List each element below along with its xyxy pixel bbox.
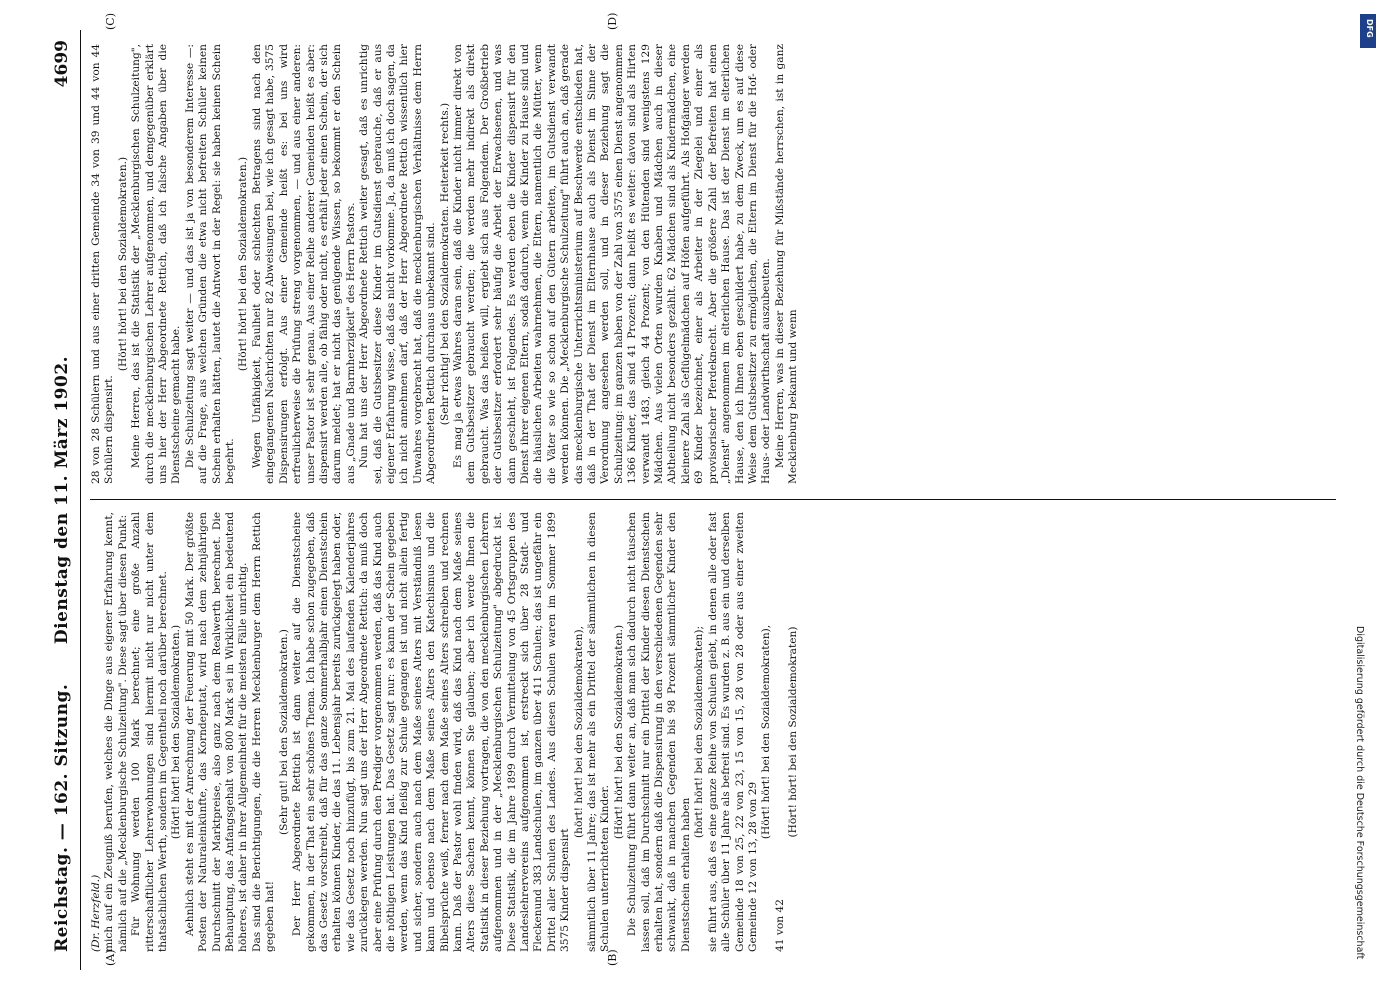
dfg-logo-icon: DFG xyxy=(1360,14,1376,48)
paragraph: Nun hat uns der Herr Abgeordnete Rettich weiter gesagt, daß es unrichtig sei, daß die Gutsbesitzer diese Kinder im Gutsdienst gebrauche, daß er aus eigener Erfahrung wisse, daß das nicht vorkomme. Ja, da muß ich doch sagen, da ich nicht annehmen darf, daß der Herr Abgeordnete Rettich wissentlich hier Unwahres vorgebracht hat, daß die mecklenburgischen Verhältnisse dem Herrn Abgeordneten Rettich durchaus unbekannt sind. xyxy=(358,44,438,484)
paragraph: Für Wohnung werden 100 Mark berechnet; eine große Anzahl ritterschaftlicher Lehrerwohnungen sind hiermit nicht nur nicht unter dem thatsächlichen Werth, sondern im Gegentheil noch darüber berechnet. xyxy=(130,512,170,952)
interjection: (Hört! hört! bei den Sozialdemokraten.) xyxy=(612,624,625,840)
credit-text: Digitalisierung gefördert durch die Deutsche Forschungsgemeinschaft xyxy=(1354,626,1365,960)
margin-marker-b: (B) xyxy=(606,949,619,966)
paragraph: sie führt aus, daß es eine ganze Reihe von Schulen giebt, in denen alle oder fast alle Schüler über 11 Jahre als befreit sind. Es wurden z. B. aus ein und derselben Gemeinde 18 von 25, 22 von 23, 15 von 15, 28 von 28 oder aus einer zweiten Gemeinde 12 von 13, 28 von 29 xyxy=(706,512,759,952)
interjection: (Hört! hört! bei den Sozialdemokraten) xyxy=(787,626,800,838)
paragraph: Meine Herren, das ist die Statistik der „Mecklenburgischen Schulzeitung", durch die mecklenburgischen Lehrer aufgenommen, und demgegenüber erklärt uns hier der Herr Abgeordnete Rettich, daß ich falsche Angaben über die Dienstscheine gemacht habe. xyxy=(130,44,183,484)
paragraph: Die Schulzeitung führt dann weiter an, daß man sich dadurch nicht täuschen lassen soll, daß im Durchschnitt nur ein Drittel der Kinder diesen Dienstschein erhalten hat, sondern daß die Dispensirung in den verschiedenen Gegenden sehr schwankt, daß in manchen Gegenden bis 98 Prozent sämmtlicher Kinder den Dienstschein erhalten haben xyxy=(626,512,692,952)
paragraph: 28 von 28 Schülern und aus einer dritten Gemeinde 34 von 39 und 44 von 44 Schülern dispensirt. xyxy=(90,44,116,484)
header-rule xyxy=(80,30,81,970)
paragraph: 41 von 42 xyxy=(773,899,786,952)
header-date: Dienstag den 11. März 1902. xyxy=(52,355,72,645)
page-number: 4699 xyxy=(52,40,72,88)
right-column xyxy=(90,44,1336,484)
interjection: (Hört! hört! bei den Sozialdemokraten), xyxy=(760,624,773,840)
paragraph: sämmtlich über 11 Jahre; das ist mehr als ein Drittel der sämmtlichen in diesen Schulen unterrichteten Kinder. xyxy=(586,512,612,952)
interjection: (Hört! hört! bei den Sozialdemokraten.) xyxy=(170,624,183,840)
paragraph: mich auf ein Zeugniß berufen, welches die Dinge aus eigener Erfahrung kennt, nämlich auf die „Mecklenburgische Schulzeitung". Diese sagt über diesen Punkt: xyxy=(103,512,129,952)
paragraph: Der Herr Abgeordnete Rettich ist dann weiter auf die Dienstscheine gekommen, in der That ein sehr schönes Thema. Ich habe schon zugegeben, daß das Gesetz vorschreibt, daß für das ganze Sommerhalbjahr einen Dienstschein erhalten können Kinder, die das 11. Lebensjahr bereits zurückgelegt haben oder, wie das Gesetz noch hinzufügt, bis zum 21. Mai des laufenden Kalenderjahres zurücklegen werden. Nun sagt uns der Herr Abgeordnete Rettich: da muß doch aber eine Prüfung durch den Prediger vorgenommen werden, daß das Kind auch die nöthigen Leistungen hat. Das Gesetz sagt nur: es kann der Schein gegeben werden, wenn das Kind fleißig zur Schule gegangen ist und nicht allein fertig und sicher, sondern auch nach dem Maße seines Alters mit Verständniß lesen kann und ebenso nach dem Maße seines Alters den Katechismus und die Bibelsprüche weiß, ferner nach dem Maße seines Alters schreiben und rechnen kann. Daß der Pastor wohl finden wird, daß das Kind nach dem Maße seines Alters diese Sachen kennt, können Sie glauben; aber ich werde Ihnen die Statistik in dieser Beziehung vortragen, die von den mecklenburgischen Lehrern aufgenommen und in der „Mecklenburgischen Schulzeitung" abgedruckt ist. Diese Statistik, die im Jahre 1899 durch Vermittelung von 45 Ortsgruppen des Landeslehrervereins aufgenommen ist, erstreckt sich über 28 Stadt- und Fleckenund 383 Landschulen, im ganzen über 411 Schulen; das ist ungefähr ein Drittel aller Schulen des Landes. Aus diesen Schulen waren im Sommer 1899 3575 Kinder dispensirt xyxy=(291,512,572,952)
document-page xyxy=(46,12,1346,970)
column-divider xyxy=(90,499,1336,500)
page-header xyxy=(46,30,84,970)
interjection: (hört! hört! bei den Sozialdemokraten), xyxy=(572,626,585,838)
interjection: (hört! hört! bei den Sozialdemokraten); xyxy=(693,625,706,839)
paragraph: Die Schulzeitung sagt weiter — und das ist ja von besonderem Interesse —: auf die Frage, aus welchen Gründen die etwa nicht befreiten Schüler keinen Schein erhalten hätten, lautet die Antwort in der Regel: sie haben keinen Schein begehrt. xyxy=(183,44,237,484)
left-column xyxy=(90,512,1336,952)
speaker-name: (Dr. Herzfeld.) xyxy=(90,874,102,952)
margin-marker-d: (D) xyxy=(606,12,619,30)
paragraph: Meine Herren, was in dieser Beziehung für Mißstände herrschen, ist in ganz Mecklenburg bekannt und wenn xyxy=(773,44,800,484)
margin-marker-a: (A) xyxy=(104,949,117,966)
interjection: (Sehr gut! bei den Sozialdemokraten.) xyxy=(277,629,290,835)
interjection: (Hört! hört! bei den Sozialdemokraten.) xyxy=(116,156,129,372)
paragraph: Das sind die Berichtigungen, die die Herren Mecklenburger dem Herrn Rettich gegeben hat! xyxy=(250,512,277,952)
margin-marker-c: (C) xyxy=(104,13,117,30)
header-publication: Reichstag. — 162. Sitzung. xyxy=(52,683,72,952)
interjection: (Sehr richtig! bei den Sozialdemokraten. Heiterkeit rechts.) xyxy=(438,102,451,426)
paragraph: Aehnlich steht es mit der Anrechnung der Feuerung mit 50 Mark. Der größte Posten der Naturaleinkünfte, das Korndeputat, wird nach dem zehnjährigen Durchschnitt der Marktpreise, also ganz nach dem Realwerth berechnet. Die Behauptung, das Anfangsgehalt von 800 Mark sei in Wirklichkeit ein bedeutend höheres, ist daher in ihrer Allgemeinheit für die meisten Fälle unrichtig. xyxy=(183,512,250,952)
paragraph: Wegen Unfähigkeit, Faulheit oder schlechten Betragens sind nach den eingegangenen Nachrichten nur 82 Abweisungen bei, wie ich gesagt habe, 3575 Dispensirungen erfolgt. Aus einer Gemeinde heißt es: bei uns wird erfreulicherweise die Prüfung streng vorgenommen, — und aus einer anderen: unser Pastor ist sehr genau. Aus einer Reihe anderer Gemeinden heißt es aber: dispensirt werden alle, ob fähig oder nicht, es erhält jeder einen Schein, der sich darum meldet; hat er nicht das genügende Wissen, so bekommt er den Schein aus „Gnade und Barmherzigkeit" des Herrn Pastors. xyxy=(250,44,357,484)
digitization-credit xyxy=(1355,6,1381,994)
interjection: (Hört! hört! bei den Sozialdemokraten.) xyxy=(237,156,250,372)
paragraph: Es mag ja etwas Wahres daran sein, daß die Kinder nicht immer direkt von dem Gutsbesitzer gebraucht werden; die werden mehr indirekt als direkt gebraucht. Was das heißen will, ergiebt sich aus Folgendem. Der Großbetrieb der Gutsbesitzer erfordert sehr häufig die Arbeit der Erwachsenen, und was dann geschieht, ist Folgendes. Es werden eben die Kinder dispensirt für den Dienst ihrer eigenen Eltern, sodaß dadurch, wenn die Kinder zu Hause sind und die häuslichen Arbeiten wahrnehmen, die Eltern, namentlich die Mütter, wenn die Väter so wie so schon auf den Gütern arbeiten, im Gutsdienst verwandt werden können. Die „Mecklenburgische Schulzeitung" führt auch an, daß gerade das mecklenburgische Unterrichtsministerium auf Beschwerde entschieden hat, daß in der That der Dienst im Elternhause auch als Dienst im Sinne der Verordnung angesehen werden soll, und in dieser Beziehung sagt die Schulzeitung: im ganzen haben von der Zahl von 3575 einen Dienst angenommen 1366 Kinder, das sind 41 Prozent; dann heißt es weiter: davon sind als Hirten verwandt 1483, gleich 44 Prozent; von den Hütenden sind wenigstens 129 Mädchen. Aus vielen Orten wurden Knaben und Mädchen auch in dieser Abtheilung nicht besonders gezählt. 62 Mädchen sind als Kindermädchen, eine kleinere Zahl als Geflügelmädchen auf Höfen aufgeführt. Als Hofgänger werden 69 Kinder bezeichnet, einer als Arbeiter in der Ziegelei und einer als provisorischer Pferdeknecht. Aber die größere Zahl der Befreiten hat einen „Dienst" angenommen im elterlichen Hause. Das ist der Dienst im elterlichen Hause, den ich Ihnen eben geschildert habe, zu dem Zweck, um es auf diese Weise dem Gutsbesitzer zu ermöglichen, die Eltern im Dienst für die Hof- oder Haus- oder Landwirthschaft auszubeuten. xyxy=(451,44,773,484)
